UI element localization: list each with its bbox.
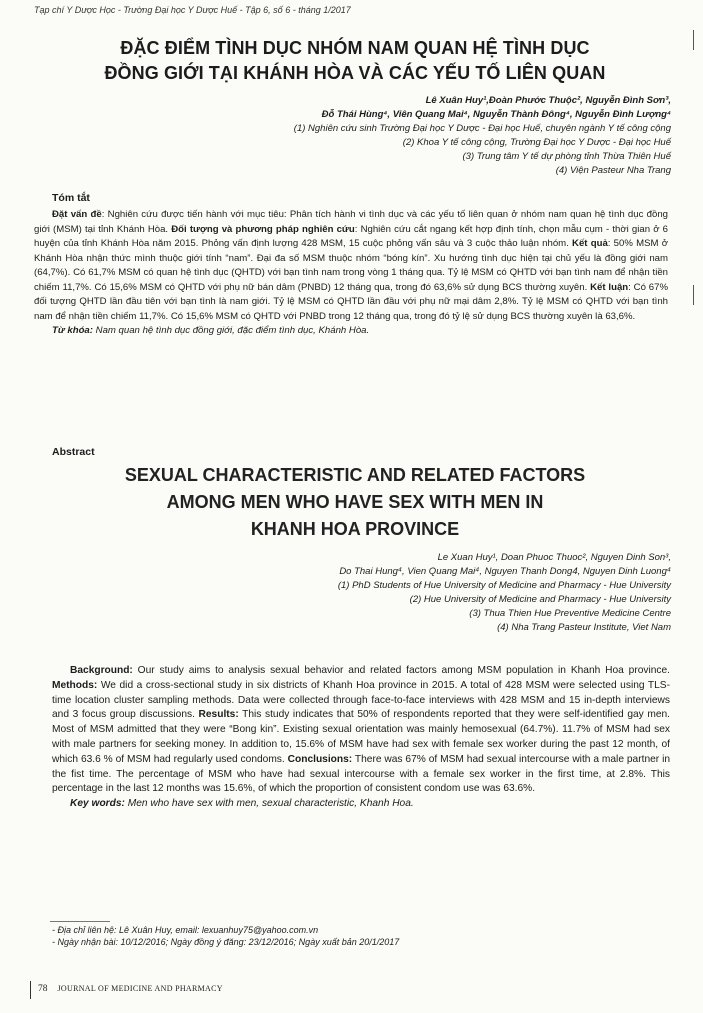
affiliation-line: (2) Khoa Y tế công cộng, Trường Đại học Y Dược - Đại học Huế [402,137,671,148]
text-methods: : Nghiên cứu cắt ngang kết hợp định tính, chọn mẫu cụm - thời gian ở 6 huyện của tỉnh Khánh Hòa năm 2015. Phỏng vấn định lượng 428 MSM, 15 cuộc phỏng vấn sâu và 3 cuộc thảo luận nhóm. [34,223,668,250]
footnote-divider [50,921,110,922]
affiliation-line: (4) Nha Trang Pasteur Institute, Viet Nam [497,622,671,633]
author-line: Le Xuan Huy¹, Doan Phuoc Thuoc², Nguyen Dinh Son³, [437,552,671,563]
text-conclusion: : Có 67% đối tượng QHTD lần đầu tiên với bạn tình là nam giới. Tỷ lệ MSM có QHTD lần đầu với phụ nữ mại dâm 2,8%. Tỷ lệ MSM có QHTD với bạn tình nam để nhận tiền chiếm 11,7%. Có 15,6% MSM có QHTD với PNBD trong 12 tháng qua, trong đó tỷ lệ sử dụng BCS thường xuyên là 63,6%. [34,281,668,322]
label-results: Kết quả [572,238,608,250]
text-background: Our study aims to analysis sexual behavior and related factors among MSM population in Khanh Hoa province. [132,665,670,676]
footnotes [52,924,399,948]
author-line: Đỗ Thái Hùng⁴, Viên Quang Mai⁴, Nguyễn Thành Đông⁴, Nguyễn Đình Lượng⁴ [321,109,671,120]
title-line: KHANH HOA PROVINCE [250,519,460,539]
text-methods: We did a cross-sectional study in six districts of Khanh Hoa province in 2015. A total of 428 MSM were selected using TLS-time location cluster sampling methods. Data were collected through face-to-face interviews with 428 MSM and 15 in-depth interviews and 3 focus group discussions. [52,679,670,721]
text-keywords: Men who have sex with men, sexual characteristic, Khanh Hoa. [124,798,414,810]
affiliation-line: (1) Nghiên cứu sinh Trường Đại học Y Dược - Đại học Huế, chuyên ngành Y tế công cộng [293,123,671,134]
page-number: 78 [38,984,48,994]
title-english [40,462,670,543]
label-keywords: Key words: [70,798,125,810]
title-line: SEXUAL CHARACTERISTIC AND RELATED FACTORS [124,465,586,485]
abstract-vietnamese [34,208,668,339]
title-line: ĐẶC ĐIỂM TÌNH DỤC NHÓM NAM QUAN HỆ TÌNH DỤC [120,38,590,58]
journal-name: JOURNAL OF MEDICINE AND PHARMACY [57,984,223,993]
running-head: Tạp chí Y Dược Học - Trường Đại học Y Dược Huế - Tập 6, số 6 - tháng 1/2017 [34,5,351,15]
label-background: Background: [70,665,133,676]
affiliation-line: (3) Trung tâm Y tế dự phòng tỉnh Thừa Thiên Huế [462,151,671,162]
title-line: ĐỒNG GIỚI TẠI KHÁNH HÒA VÀ CÁC YẾU TỐ LIÊN QUAN [104,63,606,83]
author-line: Do Thai Hung⁴, Vien Quang Mai⁴, Nguyen Thanh Dong4, Nguyen Dinh Luong⁴ [339,566,671,577]
affiliation-line: (2) Hue University of Medicine and Pharmacy - Hue University [409,594,671,605]
footnote-dates: - Ngày nhận bài: 10/12/2016; Ngày đồng ý đăng: 23/12/2016; Ngày xuất bản 20/1/2017 [52,937,400,947]
text-results: : 50% MSM ở Khánh Hòa nhận thức mình thuộc giới tính “nam”. Đại đa số MSM thuộc nhóm “bóng kín”. Xu hướng tình dục hiện tại chủ yếu là đồng giới nam (64,7%). Có 61,7% MSM có quan hệ tình dục (QHTD) với bạn tình nam trong vòng 1 tháng qua. Tỷ lệ MSM có QHTD với bạn tình nam để nhận tiền chiếm 11,7%. Có 15,6% MSM có QHTD với phụ nữ bán dâm (PNBD) 12 tháng qua, trong đó 63,6% sử dụng BCS thường xuyên. [34,238,668,293]
title-vietnamese [40,36,670,86]
affiliation-line: (3) Thua Thien Hue Preventive Medicine Centre [469,608,671,619]
text-background: : Nghiên cứu được tiến hành với mục tiêu: Phân tích hành vi tình dục và các yếu tố liên quan ở nhóm nam quan hệ tình dục đồng giới (MSM) tại tỉnh Khánh Hòa. [34,209,668,235]
text-conclusions: There was 67% of MSM had sexual intercourse with a male partner in the fist time. The percentage of MSM who have had sexual intercourse with a female sex worker in the first time, at 2.8%. This percentage in the last 12 months was 15.6%, of which the proportion of consistent condom use was 63.6%. [52,753,670,795]
affiliation-line: (4) Viện Pasteur Nha Trang [555,165,671,176]
label-background: Đặt vấn đề [52,209,102,220]
footnote-contact: - Địa chỉ liên hệ: Lê Xuân Huy, email: lexuanhuy75@yahoo.com.vn [52,925,319,935]
label-conclusions: Conclusions: [287,753,353,765]
author-line: Lê Xuân Huy¹,Đoàn Phước Thuộc², Nguyễn Đình Sơn³, [425,95,671,106]
label-results: Results: [198,709,239,721]
label-keywords: Từ khóa: [52,325,93,337]
footer-divider [30,981,31,999]
summary-heading: Tóm tắt [52,192,90,204]
affiliation-line: (1) PhD Students of Hue University of Medicine and Pharmacy - Hue University [337,580,671,591]
margin-mark [693,285,694,305]
authors-vietnamese [294,94,671,178]
text-keywords: Nam quan hệ tình dục đồng giới, đặc điểm tình dục, Khánh Hòa. [92,325,370,337]
abstract-english [52,664,670,812]
page-footer [38,984,223,994]
title-line: AMONG MEN WHO HAVE SEX WITH MEN IN [166,492,544,512]
label-conclusion: Kết luận [590,281,629,293]
authors-english [338,551,671,635]
margin-mark [693,30,694,50]
abstract-heading: Abstract [52,446,95,458]
label-methods: Methods: [52,679,98,691]
text-results: This study indicates that 50% of respondents reported that they were self-identified gay men. Most of MSM admitted that they were “Bong kin”. Existing sexual orientation was mainly hemosexual (64.7%). 11.7% of MSM had sex with male partners for seeking money. In addition to, 15.6% of MSM have had sex with female sex worker during the past 12 month, of which 63.6 % of MSM had regularly used condoms. [52,709,670,765]
label-methods: Đối tượng và phương pháp nghiên cứu [171,223,355,235]
